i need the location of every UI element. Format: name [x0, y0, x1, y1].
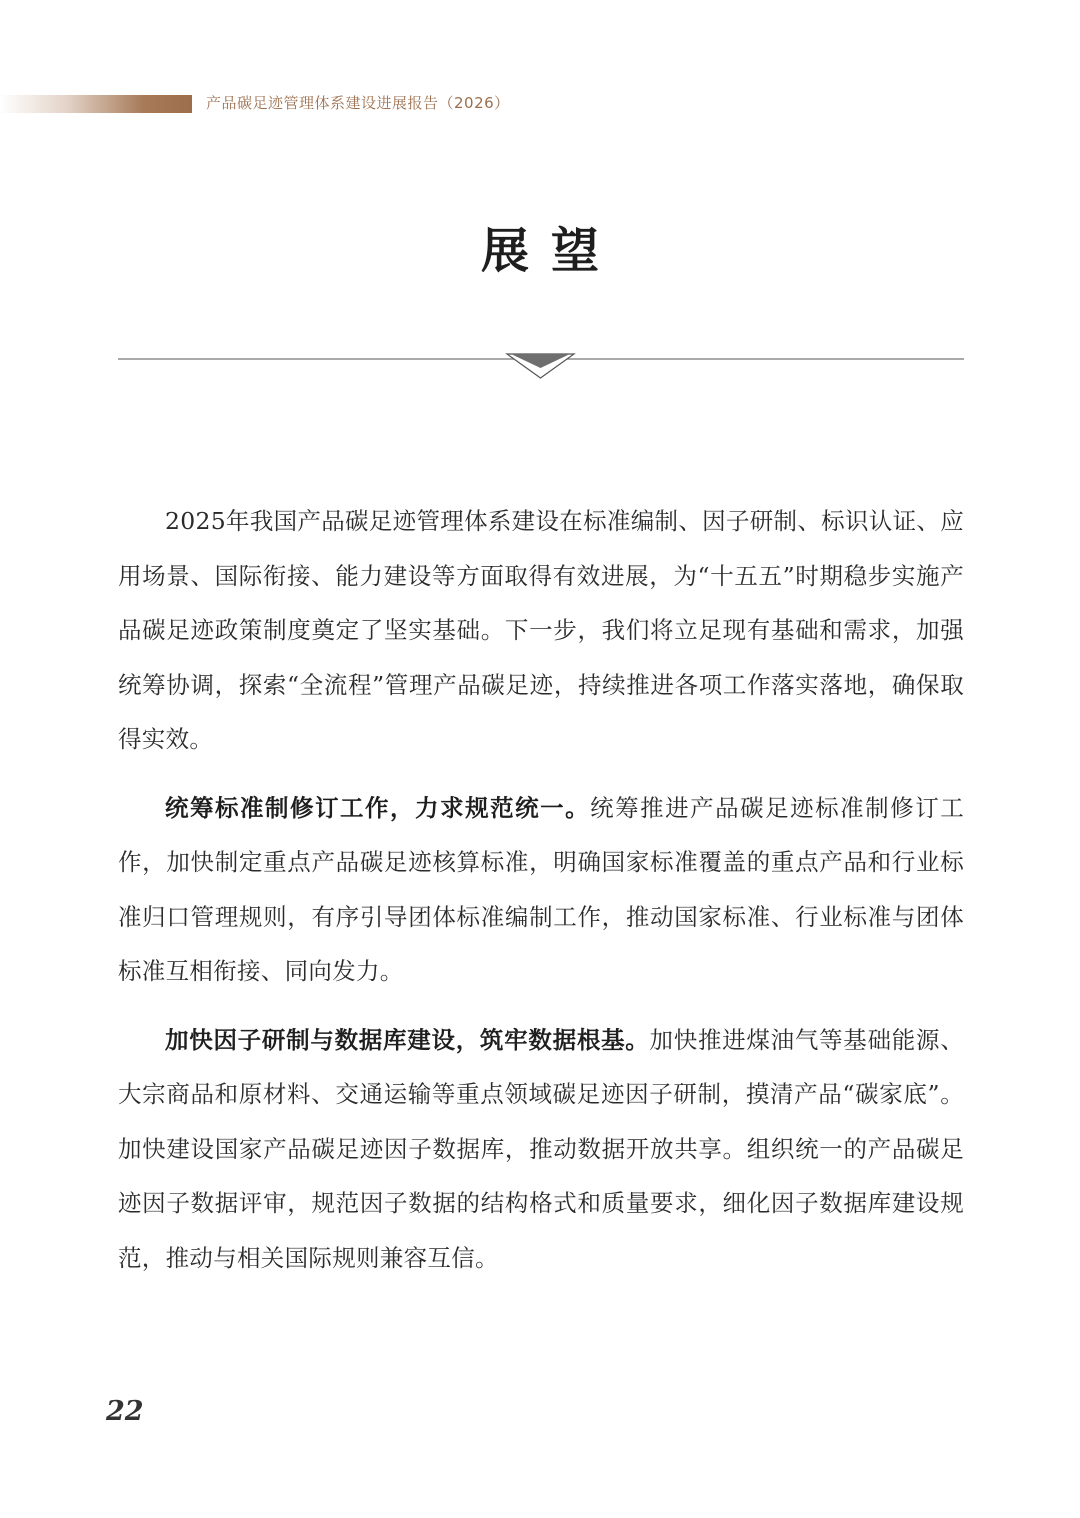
- title-divider: [118, 350, 964, 382]
- body-text: [118, 494, 964, 1299]
- page-number: 22: [106, 1396, 144, 1427]
- header-accent-band: [0, 95, 192, 113]
- paragraph-lead: 加快因子研制与数据库建设，筑牢数据根基。: [165, 1025, 650, 1054]
- paragraph-standards: [118, 781, 964, 999]
- page-title: 展望: [480, 223, 621, 279]
- paragraph-text: 加快推进煤油气等基础能源、大宗商品和原材料、交通运输等重点领域碳足迹因子研制，摸清产品“碳家底”。加快建设国家产品碳足迹因子数据库，推动数据开放共享。组织统一的产品碳足迹因子数据评审，规范因子数据的结构格式和质量要求，细化因子数据库建设规范，推动与相关国际规则兼容互信。: [118, 1025, 964, 1272]
- paragraph-lead: 统筹标准制修订工作，力求规范统一。: [165, 793, 591, 822]
- paragraph-intro: [118, 494, 964, 767]
- running-header-title: 产品碳足迹管理体系建设进展报告（2026）: [206, 94, 510, 112]
- paragraph-text: 2025年我国产品碳足迹管理体系建设在标准编制、因子研制、标识认证、应用场景、国际衔接、能力建设等方面取得有效进展，为“十五五”时期稳步实施产品碳足迹政策制度奠定了坚实基础。下一步，我们将立足现有基础和需求，加强统筹协调，探索“全流程”管理产品碳足迹，持续推进各项工作落实落地，确保取得实效。: [118, 507, 964, 753]
- paragraph-factors-database: [118, 1013, 964, 1286]
- paragraph-text: 统筹推进产品碳足迹标准制修订工作，加快制定重点产品碳足迹核算标准，明确国家标准覆盖的重点产品和行业标准归口管理规则，有序引导团体标准编制工作，推动国家标准、行业标准与团体标准互相衔接、同向发力。: [118, 793, 964, 985]
